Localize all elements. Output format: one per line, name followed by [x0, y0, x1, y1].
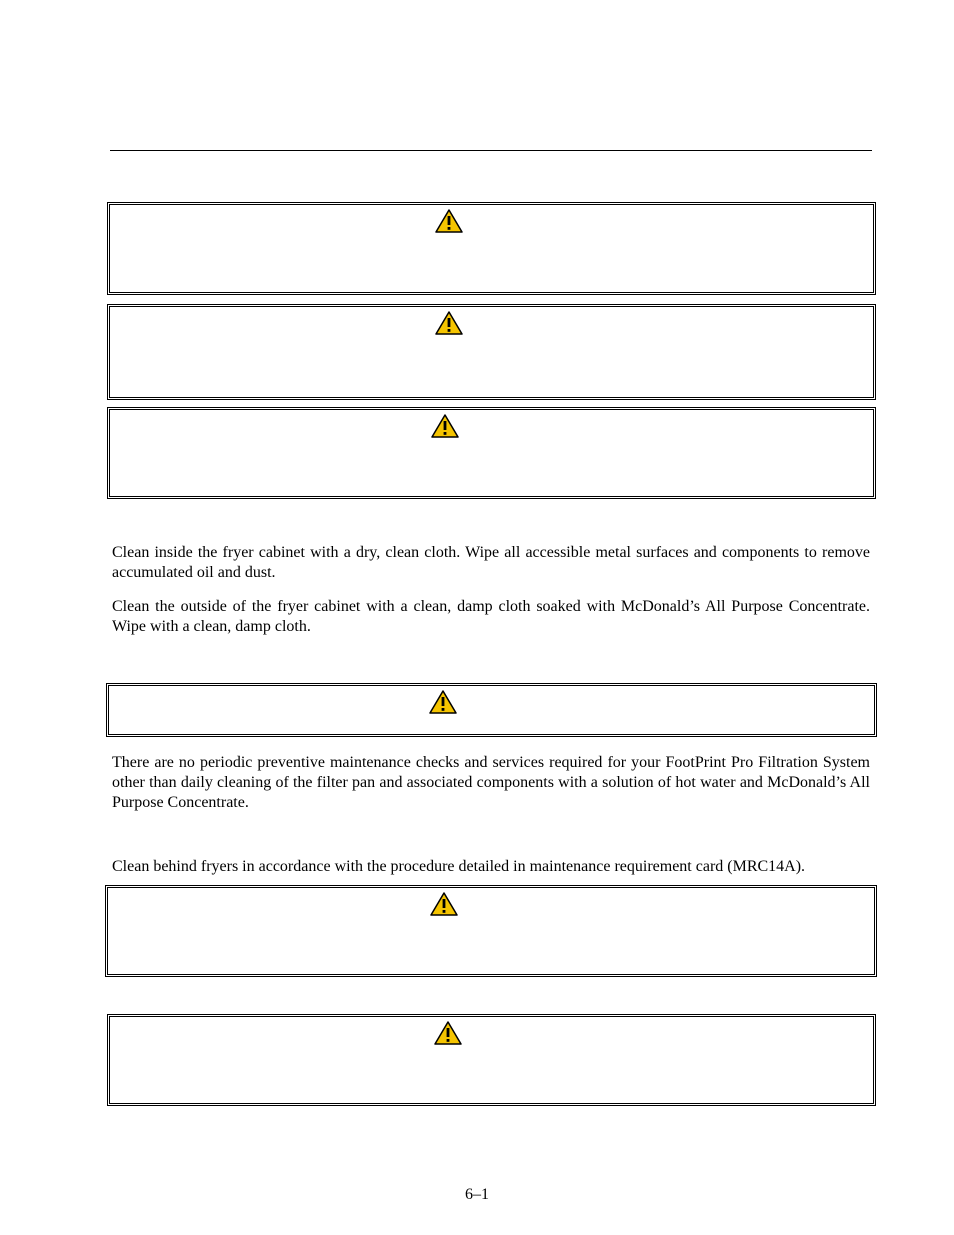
warning-triangle-icon	[434, 1021, 462, 1045]
cabinet-outside-paragraph: Clean the outside of the fryer cabinet with a clean, damp cloth soaked with McDonald’s All Purpose Concentrate. Wipe with a clean, damp cloth.	[112, 598, 870, 635]
warning-box	[107, 1014, 876, 1106]
warning-box	[107, 407, 876, 499]
behind-fryers-paragraph: Clean behind fryers in accordance with the procedure detailed in maintenance requirement card (MRC14A).	[112, 858, 806, 875]
warning-triangle-icon	[431, 414, 459, 438]
warning-box	[107, 304, 876, 400]
filtration-paragraph: There are no periodic preventive maintenance checks and services required for your FootPrint Pro Filtration System other than daily cleaning of the filter pan and associated components with a solution of hot water and McDonald’s All Purpose Concentrate.	[112, 754, 870, 811]
header-rule	[110, 150, 872, 151]
warning-box	[106, 683, 877, 737]
warning-triangle-icon	[430, 892, 458, 916]
warning-box	[105, 885, 877, 977]
warning-triangle-icon	[435, 311, 463, 335]
page-number: 6–1	[465, 1186, 489, 1203]
warning-triangle-icon	[435, 209, 463, 233]
warning-box	[107, 202, 876, 295]
warning-triangle-icon	[429, 690, 457, 714]
cabinet-inside-paragraph: Clean inside the fryer cabinet with a dry, clean cloth. Wipe all accessible metal surfaces and components to remove accumulated oil and dust.	[112, 544, 870, 581]
